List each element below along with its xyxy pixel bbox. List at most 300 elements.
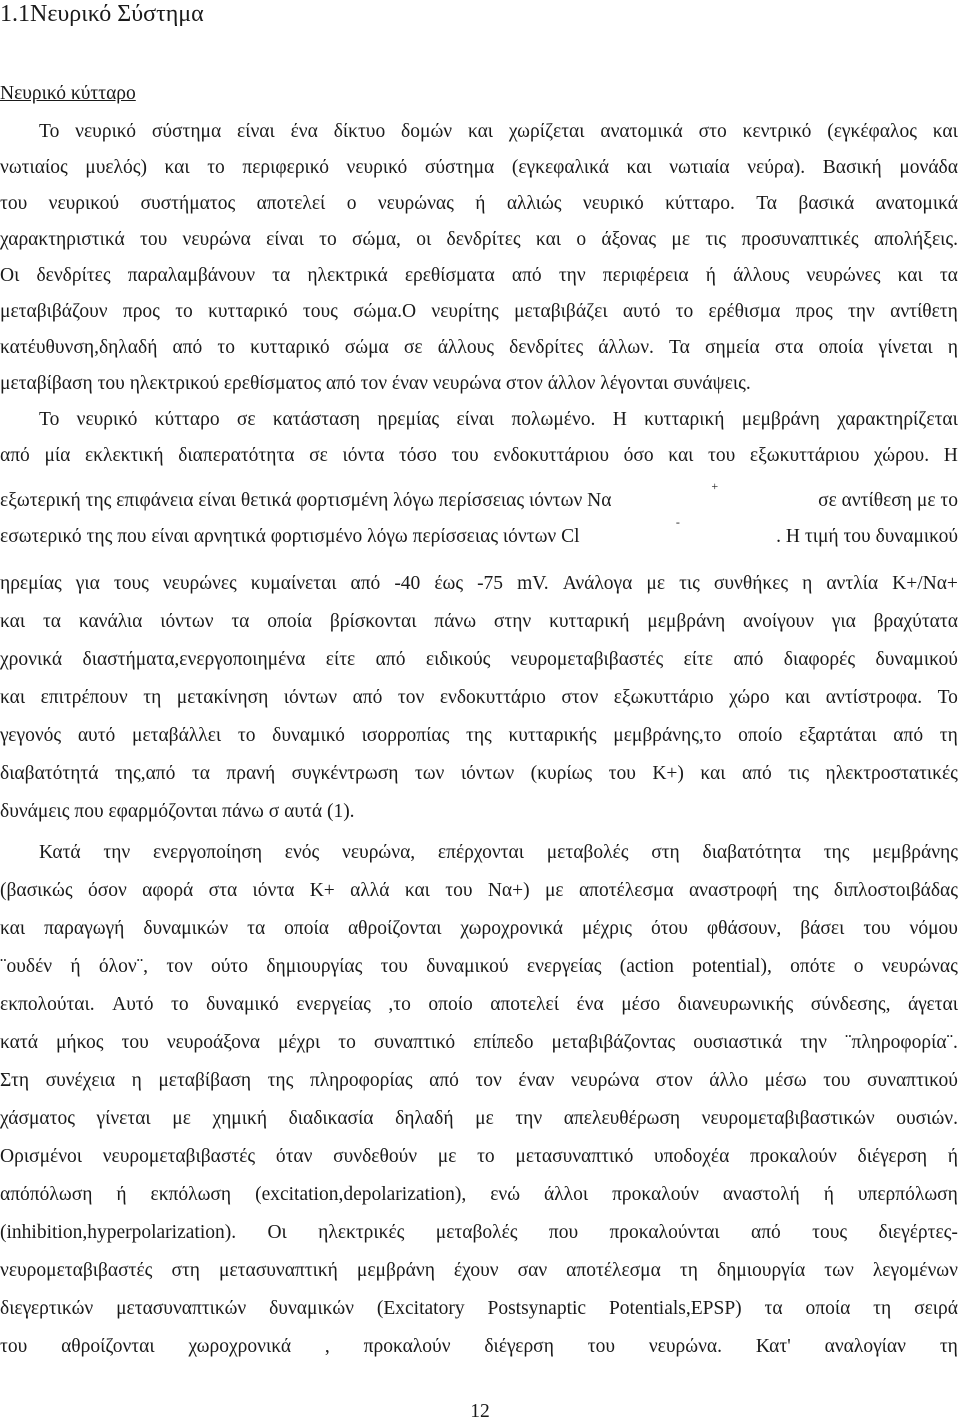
word: μετασυναπτική — [219, 1260, 338, 1281]
word: χώρου. — [874, 445, 930, 466]
word: δομών — [401, 121, 453, 142]
word: την — [848, 301, 875, 322]
text-line — [0, 607, 958, 637]
word: από — [0, 445, 30, 466]
text-line — [0, 1028, 958, 1058]
word: κυτταρική — [549, 611, 630, 632]
word: δενδρίτες — [509, 337, 584, 358]
word: ενδοκυττάριο — [439, 687, 546, 708]
word: ηλεκτρικά — [307, 265, 388, 286]
word: συναπτικό — [373, 1032, 456, 1053]
word: και — [404, 880, 430, 901]
superscript: + — [711, 479, 719, 493]
word: (βασικώς — [0, 880, 73, 901]
word: στον — [655, 1070, 693, 1091]
word: σαν — [517, 1260, 548, 1281]
word: Αυτό — [112, 994, 154, 1015]
word: προκαλούνται — [609, 1222, 720, 1243]
word: (εγκέφαλος — [827, 121, 917, 142]
word: μετακίνηση — [176, 687, 269, 708]
text-line — [0, 1104, 958, 1134]
word: ενεργείας — [296, 994, 371, 1015]
word: ενώ — [490, 1184, 521, 1205]
word: νευρίτης — [431, 301, 499, 322]
word: δενδρίτες — [36, 265, 111, 286]
word: της — [267, 1070, 294, 1091]
word: οποία — [805, 1298, 851, 1319]
text-line — [0, 225, 958, 255]
word: χωροχρονικά — [460, 918, 564, 939]
word: γίνεται — [878, 337, 933, 358]
word: του — [451, 445, 479, 466]
word: τους — [302, 301, 338, 322]
word: μέχρις — [581, 918, 632, 939]
word: συστήματος — [140, 193, 236, 214]
word: γίνεται — [96, 1108, 151, 1129]
superscript: - — [675, 515, 680, 529]
word: Κ+/Να+ — [892, 573, 958, 594]
word: κατάσταση — [272, 409, 361, 430]
word: βρίσκονται — [329, 611, 417, 632]
word: νευρομεταβιβαστές — [102, 1146, 256, 1167]
word: επέρχονται — [437, 842, 524, 863]
word: βασικά — [798, 193, 855, 214]
page-number: 12 — [470, 1401, 490, 1422]
word: επίπεδο — [473, 1032, 534, 1053]
word: Τα — [669, 337, 690, 358]
word: νευρικό — [75, 121, 136, 142]
word: εξωκυττάριο — [613, 687, 714, 708]
text-line — [0, 990, 958, 1020]
word: αντλία — [826, 573, 879, 594]
word: σύστημα — [424, 157, 495, 178]
word: άξονας — [601, 229, 657, 250]
word: σώμα.Ο — [353, 301, 417, 322]
word: είτε — [683, 649, 714, 670]
word: διέγερση — [484, 1336, 554, 1357]
word: νευρομεταβιβαστές — [0, 1260, 153, 1281]
word: ενδοκυττάριου — [493, 445, 610, 466]
word: νευρώνας — [881, 956, 958, 977]
word: ότου — [650, 918, 688, 939]
word: συναπτικού — [866, 1070, 958, 1091]
word: τους — [113, 573, 149, 594]
word: και — [700, 763, 726, 784]
word: την — [800, 1032, 827, 1053]
word: του — [445, 880, 473, 901]
word: (κυρίως — [530, 763, 593, 784]
word: είναι — [456, 409, 495, 430]
word: και — [932, 121, 958, 142]
word: διαβατότητά — [0, 763, 99, 784]
word: του — [823, 1070, 851, 1091]
word: δυναμικό — [272, 725, 345, 746]
word: το — [175, 301, 193, 322]
word: τα — [764, 1298, 783, 1319]
text-line — [0, 952, 958, 982]
word: Η — [612, 409, 627, 430]
word: σε — [309, 445, 328, 466]
word: δυναμικών — [269, 1298, 354, 1319]
word: κύτταρο. — [665, 193, 735, 214]
word: τόσο — [398, 445, 437, 466]
word: ή — [116, 1184, 127, 1205]
word: προς — [795, 301, 833, 322]
word: από — [429, 1070, 459, 1091]
text-segment: . Η τιμή του δυναμικού — [776, 526, 958, 547]
word: αθροίζονται — [347, 918, 442, 939]
word: νωτιαία — [669, 157, 730, 178]
text-line — [0, 1142, 958, 1172]
word: αλλά — [350, 880, 390, 901]
word: μυελός) — [85, 157, 147, 178]
word: πληροφορίας — [309, 1070, 413, 1091]
word: βραχύτατα — [873, 611, 958, 632]
word: μέσο — [621, 994, 661, 1015]
word: όσο — [623, 445, 654, 466]
word: νευρικό — [76, 409, 138, 430]
word: νευρώνες — [162, 573, 237, 594]
word: άλλων. — [598, 337, 654, 358]
text-segment: εξωτερική της επιφάνεια είναι θετικά φορτισμένη λόγω περίσσειας ιόντων Να — [0, 490, 612, 511]
word: γεγονός — [0, 725, 62, 746]
word: κεντρικό — [742, 121, 812, 142]
text-line — [0, 261, 958, 291]
word: από — [751, 1222, 781, 1243]
word: νευρομεταβιβαστικών — [701, 1108, 875, 1129]
word: του — [140, 229, 168, 250]
word: επιτρέπουν — [40, 687, 128, 708]
text-line — [39, 838, 958, 868]
word: μέσω — [764, 1070, 807, 1091]
word: ιόντα — [342, 445, 385, 466]
word: διαδικασία — [288, 1108, 374, 1129]
word: κυτταρικό — [250, 337, 330, 358]
word: οποία — [267, 611, 313, 632]
word: την — [558, 265, 586, 286]
word: απόπόλωση — [0, 1184, 93, 1205]
text-line — [0, 1294, 958, 1324]
word: που — [548, 1222, 579, 1243]
word: ηλεκτροστατικές — [825, 763, 958, 784]
word: για — [831, 611, 856, 632]
word: οποίο — [428, 994, 473, 1015]
word: από — [375, 649, 406, 670]
word: όσον — [87, 880, 127, 901]
text-line — [0, 1370, 958, 1400]
word: συνδεθούν — [333, 1146, 418, 1167]
word: και — [0, 918, 26, 939]
word: παραλαμβάνουν — [127, 265, 256, 286]
word: πάνω — [434, 611, 477, 632]
word: νευρώνα — [182, 229, 251, 250]
word: Κ+ — [309, 880, 335, 901]
word: , — [324, 1336, 330, 1357]
word: διπλοστοιβάδας — [833, 880, 958, 901]
word: (excitation,depolarization), — [255, 1184, 467, 1205]
word: μονάδα — [899, 157, 958, 178]
word: ένα — [576, 994, 604, 1015]
word: μεταβιβάζει — [514, 301, 608, 322]
word: από — [350, 573, 381, 594]
word: ο — [576, 229, 587, 250]
word: μετασυναπτικό — [515, 1146, 634, 1167]
word: σειρά — [914, 1298, 958, 1319]
word: οποία — [818, 337, 864, 358]
word: κυτταρική — [644, 409, 725, 430]
word: τα — [191, 763, 210, 784]
word: χωροχρονικά — [188, 1336, 292, 1357]
word: νεύρα). — [747, 157, 806, 178]
word: όλον¨, — [98, 956, 149, 977]
word: μεταβολές — [435, 1222, 518, 1243]
word: του — [0, 1336, 28, 1357]
word: όταν — [275, 1146, 313, 1167]
word: του — [121, 1032, 149, 1053]
word: άλλο — [709, 1070, 749, 1091]
word: σε — [403, 337, 423, 358]
word: νευρικό — [346, 157, 408, 178]
word: το — [319, 229, 337, 250]
text-line — [0, 153, 958, 183]
word: και — [785, 687, 811, 708]
word: πρανή — [226, 763, 276, 784]
word: σώμα, — [352, 229, 401, 250]
word: (Excitatory — [376, 1298, 465, 1319]
word: και — [535, 229, 562, 250]
text-line — [39, 405, 958, 435]
word: της — [792, 880, 819, 901]
word: είτε — [325, 649, 356, 670]
word: ενός — [284, 842, 320, 863]
word: ιόντων — [460, 763, 515, 784]
word: με — [172, 1108, 191, 1129]
word: μέχρι — [277, 1032, 321, 1053]
word: του — [863, 918, 891, 939]
word: είναι — [266, 229, 304, 250]
word: μεμβράνης — [872, 842, 958, 863]
word: του — [587, 1336, 615, 1357]
word: λεγομένων — [872, 1260, 958, 1281]
word: χημική — [212, 1108, 268, 1129]
word: ιόντων — [160, 611, 214, 632]
word: τη — [679, 1260, 698, 1281]
word: χώρο — [729, 687, 770, 708]
word: μεμβράνης,το — [613, 725, 722, 746]
word: τα — [247, 918, 266, 939]
word: διαβατότητα — [702, 842, 801, 863]
word: της,από — [114, 763, 176, 784]
word: μεμβράνη — [356, 1260, 435, 1281]
word: ¨ουδέν — [0, 956, 53, 977]
word: σύνδεσης, — [810, 994, 891, 1015]
word: Potentials,EPSP) — [608, 1298, 742, 1319]
word: μήκος — [55, 1032, 104, 1053]
word: από — [741, 763, 772, 784]
word: Οι — [0, 265, 20, 286]
word: Το — [39, 121, 60, 142]
word: αποτελεί — [490, 994, 559, 1015]
word: το — [170, 994, 189, 1015]
word: στα — [774, 337, 804, 358]
word: οποίο — [738, 725, 783, 746]
word: κατά — [0, 1032, 38, 1053]
word: αυτό — [622, 301, 661, 322]
word: συνθήκες — [713, 573, 789, 594]
word: τους — [812, 1222, 848, 1243]
word: διαπερατότητα — [178, 445, 295, 466]
word: νόμου — [909, 918, 958, 939]
word: ουσιών. — [896, 1108, 958, 1129]
word: των — [414, 763, 445, 784]
word: δυναμικό — [206, 994, 279, 1015]
word: από — [172, 337, 203, 358]
word: δημιουργίας — [266, 956, 363, 977]
word: -75 — [477, 573, 504, 594]
word: στην — [493, 611, 532, 632]
word: ιόντα — [252, 880, 295, 901]
word: Τα — [756, 193, 778, 214]
text-line — [0, 1218, 958, 1248]
word: ή — [705, 265, 716, 286]
word: το — [237, 725, 256, 746]
word: μεταβίβαση — [158, 1070, 252, 1091]
word: τα — [231, 611, 250, 632]
word: ουσιαστικά — [693, 1032, 783, 1053]
word: Κατά — [39, 842, 81, 863]
word: προσυναπτικές — [741, 229, 859, 250]
word: απελευθέρωση — [563, 1108, 681, 1129]
word: απολήξεις. — [873, 229, 958, 250]
word: του — [708, 445, 736, 466]
word: ανοίγουν — [743, 611, 814, 632]
word: προκαλούν — [749, 1146, 837, 1167]
text-line — [0, 1066, 958, 1096]
word: τη — [939, 1336, 958, 1357]
word: διεγερτικών — [0, 1298, 94, 1319]
word: τις — [705, 229, 727, 250]
word: Να+) — [487, 880, 530, 901]
word: από — [733, 649, 764, 670]
word: τον — [475, 1070, 502, 1091]
word: χρονικά — [0, 649, 63, 670]
word: στο — [698, 121, 727, 142]
word: Οι — [267, 1222, 287, 1243]
text-line — [0, 479, 958, 516]
word: ηρεμίας — [377, 409, 440, 430]
word: Βασική — [822, 157, 882, 178]
word: έως — [434, 573, 464, 594]
text-line — [39, 117, 958, 147]
word: Postsynaptic — [487, 1298, 587, 1319]
word: κυτταρικό — [208, 301, 288, 322]
text-line — [0, 1332, 958, 1362]
word: και — [0, 611, 26, 632]
word: αποτέλεσμα — [566, 1260, 661, 1281]
word: μία — [44, 445, 71, 466]
word: σώμα — [344, 337, 389, 358]
word: ειδικούς — [425, 649, 491, 670]
text-line: δυνάμεις που εφαρμόζονται πάνω σ αυτά (1). — [0, 801, 355, 822]
word: κυμαίνεται — [250, 573, 337, 594]
word: φθάσουν, — [706, 918, 782, 939]
word: τα — [42, 611, 61, 632]
word: νευρώνα — [570, 1070, 640, 1091]
text-line — [0, 721, 958, 751]
word: από — [511, 265, 542, 286]
word: Το — [39, 409, 60, 430]
word: -40 — [394, 573, 421, 594]
word: το — [477, 1146, 495, 1167]
word: παραγωγή — [44, 918, 125, 939]
word: στη — [171, 1260, 200, 1281]
word: ανατομικά — [875, 193, 958, 214]
word: βάσει — [800, 918, 845, 939]
word: της — [823, 842, 850, 863]
word: ο — [346, 193, 357, 214]
word: οπότε — [790, 956, 836, 977]
word: Ανάλογα — [562, 573, 633, 594]
word: στον — [561, 687, 599, 708]
word: σύστημα — [151, 121, 222, 142]
word: κανάλια — [78, 611, 143, 632]
word: την — [515, 1108, 543, 1129]
word: περιφερικό — [242, 157, 329, 178]
word: ηλεκτρικές — [318, 1222, 405, 1243]
word: (inhibition,hyperpolarization). — [0, 1222, 237, 1243]
word: το — [217, 337, 236, 358]
word: ή — [475, 193, 486, 214]
word: το — [675, 301, 694, 322]
text-line: μεταβίβαση του ηλεκτρικού ερεθίσματος από τον έναν νευρώνα στον άλλον λέγονται συνάψεις. — [0, 373, 751, 394]
word: ή — [70, 956, 81, 977]
word: και — [897, 265, 923, 286]
word: τα — [939, 265, 958, 286]
word: και — [0, 687, 26, 708]
word: μεταβιβάζουν — [0, 301, 108, 322]
word: ούτο — [211, 956, 249, 977]
word: το — [207, 157, 225, 178]
word: σε — [236, 409, 256, 430]
word: ισορροπίας — [361, 725, 450, 746]
subsection-heading: Νευρικό κύτταρο — [0, 83, 136, 104]
word: Το — [937, 687, 958, 708]
word: κυτταρικής — [508, 725, 597, 746]
word: αναλογίαν — [824, 1336, 906, 1357]
word: χάσματος — [0, 1108, 75, 1129]
word: τα — [272, 265, 291, 286]
word: αναστροφή — [688, 880, 778, 901]
word: μεταβάλλει — [131, 725, 222, 746]
word: με — [646, 573, 666, 594]
text-line — [0, 189, 958, 219]
word: αφορά — [142, 880, 194, 901]
word: διέγερση — [857, 1146, 928, 1167]
word: ένα — [290, 121, 318, 142]
word: προκαλούν — [612, 1184, 699, 1205]
word: έναν — [518, 1070, 555, 1091]
word: νευρώνα. — [648, 1336, 722, 1357]
word: ή — [947, 1146, 958, 1167]
text-line — [0, 683, 958, 713]
word: αποτελεί — [256, 193, 326, 214]
word: εξαρτάται — [799, 725, 877, 746]
word: άγεται — [907, 994, 958, 1015]
word: τη — [939, 725, 958, 746]
word: δηλαδή — [395, 1108, 454, 1129]
word: αντίθετη — [890, 301, 958, 322]
text-line — [0, 1180, 958, 1210]
